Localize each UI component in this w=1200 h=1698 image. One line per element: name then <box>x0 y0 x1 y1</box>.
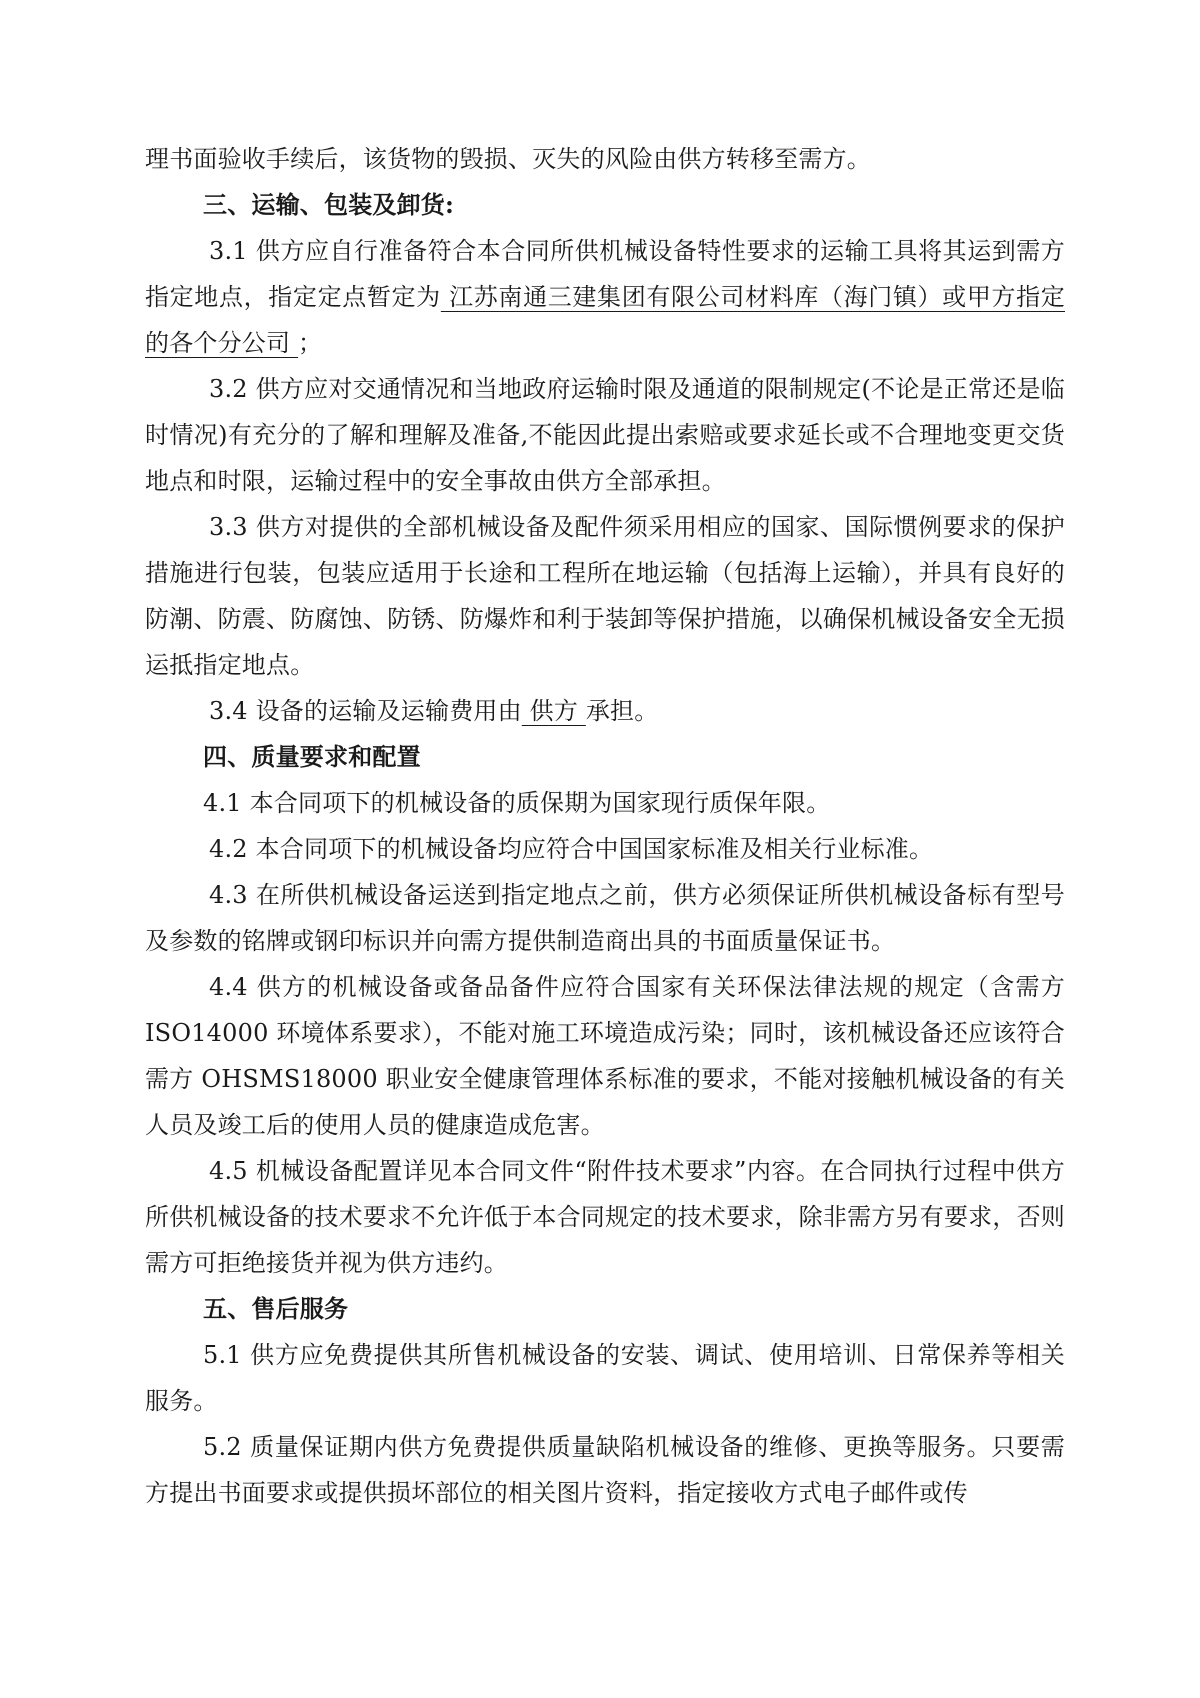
clause-3-2: 3.2 供方应对交通情况和当地政府运输时限及通道的限制规定(不论是正常还是临时情况)有充分的了解和理解及准备,不能因此提出索赔或要求延长或不合理地变更交货地点和时限，运输过程中的安全事故由供方全部承担。 <box>145 375 1065 495</box>
clause-3-1-text: 3.1 供方应自行准备符合本合同所供机械设备特性要求的运输工具将其运到需方指定地点，指定定点暂定为 <box>145 237 1065 311</box>
section-heading-after-sales: 五、售后服务 <box>203 1294 349 1323</box>
clause-3-4-text: 3.4 设备的运输及运输费用由 <box>209 697 522 725</box>
section-heading-quality: 四、质量要求和配置 <box>203 742 421 771</box>
clause-4-2: 4.2 本合同项下的机械设备均应符合中国国家标准及相关行业标准。 <box>209 835 934 863</box>
delivery-location-blank: 江苏南通三建集团有限公司材料库（海门镇）或甲方指定的各个分公司 <box>145 283 1065 357</box>
clause-4-5: 4.5 机械设备配置详见本合同文件“附件技术要求”内容。在合同执行过程中供方所供机械设备的技术要求不允许低于本合同规定的技术要求，除非需方另有要求，否则需方可拒绝接货并视为供方违约。 <box>145 1157 1065 1277</box>
clause-4-3: 4.3 在所供机械设备运送到指定地点之前，供方必须保证所供机械设备标有型号及参数的铭牌或钢印标识并向需方提供制造商出具的书面质量保证书。 <box>145 881 1065 955</box>
clause-5-1: 5.1 供方应免费提供其所售机械设备的安装、调试、使用培训、日常保养等相关服务。 <box>145 1341 1065 1415</box>
clause-5-2: 5.2 质量保证期内供方免费提供质量缺陷机械设备的维修、更换等服务。只要需方提出书面要求或提供损坏部位的相关图片资料，指定接收方式电子邮件或传 <box>145 1433 1065 1507</box>
freight-payer-blank: 供方 <box>521 697 586 725</box>
clause-3-1-end: ； <box>298 329 323 357</box>
clause-3-3: 3.3 供方对提供的全部机械设备及配件须采用相应的国家、国际惯例要求的保护措施进行包装，包装应适用于长途和工程所在地运输（包括海上运输），并具有良好的防潮、防震、防腐蚀、防锈、防爆炸和利于装卸等保护措施，以确保机械设备安全无损运抵指定地点。 <box>145 513 1065 679</box>
clause-4-4: 4.4 供方的机械设备或备品备件应符合国家有关环保法律法规的规定（含需方 ISO14000 环境体系要求），不能对施工环境造成污染；同时，该机械设备还应该符合需方 OHSMS18000 职业安全健康管理体系标准的要求，不能对接触机械设备的有关人员及竣工后的使用人员的健康造成危害。 <box>145 973 1065 1139</box>
clause-4-1: 4.1 本合同项下的机械设备的质保期为国家现行质保年限。 <box>203 789 831 817</box>
clause-3-1 <box>145 228 1065 366</box>
section-heading-transport: 三、运输、包装及卸货: <box>203 190 455 219</box>
clause-3-4 <box>145 688 1065 734</box>
paragraph-risk-transfer: 理书面验收手续后，该货物的毁损、灭失的风险由供方转移至需方。 <box>145 145 871 173</box>
clause-3-4-end: 承担。 <box>585 697 659 725</box>
